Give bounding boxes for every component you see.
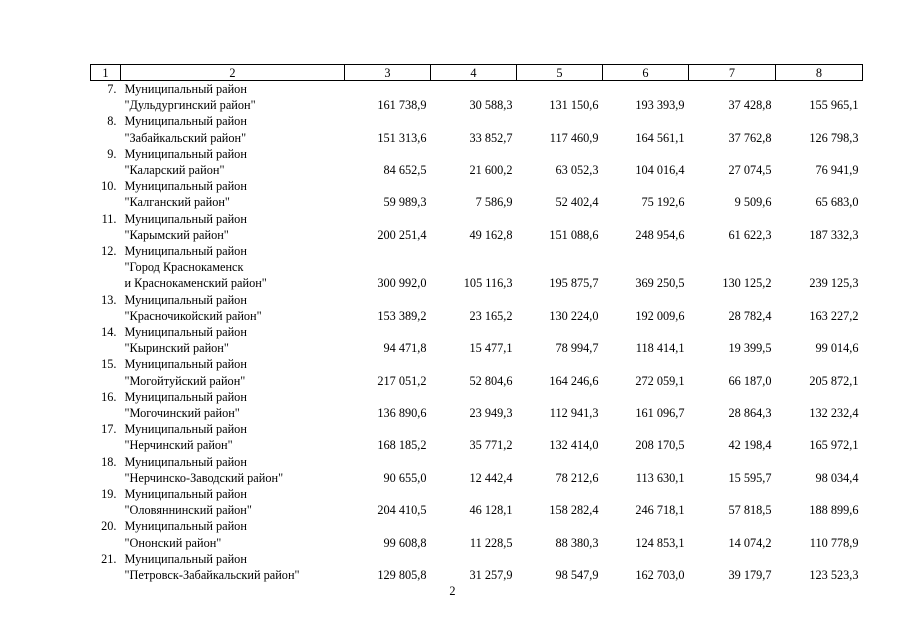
- value-cell-col5: [517, 518, 603, 534]
- row-number: 14.: [101, 325, 117, 340]
- value-cell-col7: [689, 389, 776, 405]
- value-cell-col4: [431, 356, 517, 372]
- district-name-line: Муниципальный район: [124, 357, 247, 372]
- value-cell-col3: 99 608,8: [383, 535, 427, 550]
- value-cell-col7: 28 782,4: [728, 308, 772, 323]
- district-name-line: Муниципальный район: [124, 487, 247, 502]
- value-cell-col6: [603, 146, 689, 162]
- value-cell-col3: [345, 518, 431, 534]
- district-name-line: Муниципальный район: [124, 454, 247, 469]
- value-cell-col5: 117 460,9: [549, 130, 599, 145]
- district-name-line: "Могочинский район": [124, 406, 240, 421]
- value-cell-col4: 52 804,6: [469, 373, 513, 388]
- value-cell-col4: 31 257,9: [469, 568, 513, 583]
- district-name-line: Муниципальный район: [124, 389, 247, 404]
- page-number: 2: [449, 584, 456, 598]
- value-cell-col4: [431, 211, 517, 227]
- table-row: [91, 535, 863, 551]
- district-name-line: Муниципальный район: [124, 325, 247, 340]
- value-cell-col8: 132 232,4: [809, 406, 859, 421]
- district-name-line: "Дульдургинский район": [124, 98, 256, 113]
- table-row: [91, 162, 863, 178]
- value-cell-col7: [689, 518, 776, 534]
- row-number: 9.: [107, 146, 117, 161]
- header-cell-8: 8: [776, 65, 863, 81]
- value-cell-col7: 15 595,7: [728, 470, 772, 485]
- value-cell-col3: [345, 211, 431, 227]
- budget-table: [90, 64, 863, 583]
- value-cell-col7: [689, 324, 776, 340]
- value-cell-col5: 164 246,6: [549, 373, 599, 388]
- district-name-line: "Нерчинско-Заводский район": [124, 470, 284, 485]
- value-cell-col6: [603, 259, 689, 275]
- value-cell-col3: 84 652,5: [383, 163, 427, 178]
- value-cell-col4: 21 600,2: [469, 163, 513, 178]
- value-cell-col4: 30 588,3: [469, 98, 513, 113]
- value-cell-col5: 112 941,3: [549, 406, 599, 421]
- value-cell-col4: 35 771,2: [469, 438, 513, 453]
- value-cell-col5: [517, 146, 603, 162]
- district-name-line: Муниципальный район: [124, 179, 247, 194]
- table-row: [91, 405, 863, 421]
- value-cell-col6: 124 853,1: [635, 535, 685, 550]
- value-cell-col6: [603, 389, 689, 405]
- value-cell-col5: [517, 454, 603, 470]
- table-row: [91, 567, 863, 583]
- value-cell-col3: [345, 421, 431, 437]
- value-cell-col6: [603, 178, 689, 194]
- value-cell-col3: [345, 146, 431, 162]
- value-cell-col6: 118 414,1: [635, 341, 685, 356]
- header-cell-3: 3: [345, 65, 431, 81]
- value-cell-col8: [776, 324, 863, 340]
- value-cell-col3: 168 185,2: [377, 438, 427, 453]
- value-cell-col5: 151 088,6: [549, 227, 599, 242]
- value-cell-col5: [517, 211, 603, 227]
- table-row: [91, 113, 863, 129]
- value-cell-col7: [689, 259, 776, 275]
- value-cell-col4: 49 162,8: [469, 227, 513, 242]
- row-number: 21.: [101, 551, 117, 566]
- value-cell-col3: [345, 243, 431, 259]
- row-number: 8.: [107, 114, 117, 129]
- value-cell-col6: 162 703,0: [635, 568, 685, 583]
- value-cell-col5: [517, 421, 603, 437]
- table-row: [91, 275, 863, 291]
- table-row: [91, 308, 863, 324]
- value-cell-col7: 130 125,2: [722, 276, 772, 291]
- value-cell-col5: [517, 113, 603, 129]
- value-cell-col6: [603, 421, 689, 437]
- value-cell-col8: 65 683,0: [815, 195, 859, 210]
- district-name-line: "Ононский район": [124, 535, 222, 550]
- value-cell-col7: [689, 243, 776, 259]
- value-cell-col5: 131 150,6: [549, 98, 599, 113]
- value-cell-col8: [776, 243, 863, 259]
- header-row: [91, 65, 863, 81]
- value-cell-col6: 192 009,6: [635, 308, 685, 323]
- value-cell-col4: [431, 389, 517, 405]
- value-cell-col4: 105 116,3: [463, 276, 513, 291]
- table-row: [91, 324, 863, 340]
- value-cell-col4: [431, 259, 517, 275]
- value-cell-col4: 23 949,3: [469, 406, 513, 421]
- value-cell-col8: 239 125,3: [809, 276, 859, 291]
- table-row: [91, 486, 863, 502]
- value-cell-col6: 104 016,4: [635, 163, 685, 178]
- value-cell-col5: [517, 324, 603, 340]
- value-cell-col5: 132 414,0: [549, 438, 599, 453]
- value-cell-col4: [431, 146, 517, 162]
- value-cell-col8: 188 899,6: [809, 503, 859, 518]
- table-row: [91, 146, 863, 162]
- value-cell-col7: 9 509,6: [734, 195, 772, 210]
- table-row: [91, 194, 863, 210]
- table-row: [91, 454, 863, 470]
- value-cell-col6: [603, 551, 689, 567]
- value-cell-col7: 19 399,5: [728, 341, 772, 356]
- value-cell-col7: 57 818,5: [728, 503, 772, 518]
- district-name-line: Муниципальный район: [124, 146, 247, 161]
- value-cell-col8: 187 332,3: [809, 227, 859, 242]
- value-cell-col8: [776, 454, 863, 470]
- value-cell-col6: 193 393,9: [635, 98, 685, 113]
- value-cell-col4: [431, 421, 517, 437]
- table-header: [91, 65, 863, 81]
- row-number: 18.: [101, 454, 117, 469]
- district-name-line: "Карымский район": [124, 227, 229, 242]
- value-cell-col8: 155 965,1: [809, 98, 859, 113]
- district-name-line: "Кыринский район": [124, 341, 229, 356]
- value-cell-col7: [689, 356, 776, 372]
- value-cell-col4: [431, 324, 517, 340]
- table-row: [91, 97, 863, 113]
- value-cell-col5: 63 052,3: [555, 163, 599, 178]
- value-cell-col6: [603, 81, 689, 98]
- value-cell-col3: 153 389,2: [377, 308, 427, 323]
- district-name-line: Муниципальный район: [124, 292, 247, 307]
- value-cell-col5: [517, 81, 603, 98]
- table-row: [91, 437, 863, 453]
- header-cell-2: 2: [121, 65, 345, 81]
- value-cell-col4: 23 165,2: [469, 308, 513, 323]
- district-name-line: Муниципальный район: [124, 422, 247, 437]
- value-cell-col3: 200 251,4: [377, 227, 427, 242]
- value-cell-col8: [776, 356, 863, 372]
- district-name-line: "Нерчинский район": [124, 438, 233, 453]
- value-cell-col8: [776, 113, 863, 129]
- header-cell-4: 4: [431, 65, 517, 81]
- table-row: [91, 292, 863, 308]
- value-cell-col3: [345, 454, 431, 470]
- value-cell-col5: [517, 292, 603, 308]
- table-row: [91, 389, 863, 405]
- value-cell-col3: [345, 81, 431, 98]
- value-cell-col5: 158 282,4: [549, 503, 599, 518]
- value-cell-col7: [689, 292, 776, 308]
- row-number: 13.: [101, 292, 117, 307]
- value-cell-col6: 272 059,1: [635, 373, 685, 388]
- value-cell-col6: [603, 518, 689, 534]
- value-cell-col4: [431, 292, 517, 308]
- value-cell-col7: [689, 421, 776, 437]
- table-row: [91, 373, 863, 389]
- value-cell-col7: [689, 551, 776, 567]
- table-body: [91, 81, 863, 584]
- value-cell-col7: 28 864,3: [728, 406, 772, 421]
- value-cell-col8: 126 798,3: [809, 130, 859, 145]
- value-cell-col3: 151 313,6: [377, 130, 427, 145]
- district-name-line: Муниципальный район: [124, 211, 247, 226]
- table-row: [91, 421, 863, 437]
- value-cell-col6: [603, 243, 689, 259]
- district-name-line: Муниципальный район: [124, 82, 247, 96]
- value-cell-col3: 94 471,8: [383, 341, 427, 356]
- district-name-line: "Забайкальский район": [124, 130, 247, 145]
- value-cell-col6: [603, 324, 689, 340]
- value-cell-col3: [345, 324, 431, 340]
- value-cell-col4: [431, 81, 517, 98]
- value-cell-col8: 205 872,1: [809, 373, 859, 388]
- row-number: 17.: [101, 422, 117, 437]
- header-cell-1: 1: [91, 65, 121, 81]
- value-cell-col6: 369 250,5: [635, 276, 685, 291]
- value-cell-col5: 78 212,6: [555, 470, 599, 485]
- value-cell-col3: [345, 389, 431, 405]
- value-cell-col7: 66 187,0: [728, 373, 772, 388]
- value-cell-col7: [689, 146, 776, 162]
- value-cell-col8: [776, 259, 863, 275]
- table-row: [91, 259, 863, 275]
- table-row: [91, 356, 863, 372]
- value-cell-col6: [603, 292, 689, 308]
- value-cell-col3: [345, 259, 431, 275]
- value-cell-col8: [776, 211, 863, 227]
- value-cell-col6: [603, 454, 689, 470]
- value-cell-col7: [689, 486, 776, 502]
- value-cell-col8: [776, 486, 863, 502]
- row-number: 20.: [101, 519, 117, 534]
- value-cell-col5: 78 994,7: [555, 341, 599, 356]
- value-cell-col3: 300 992,0: [377, 276, 427, 291]
- value-cell-col8: [776, 389, 863, 405]
- value-cell-col4: [431, 486, 517, 502]
- value-cell-col4: 15 477,1: [469, 341, 513, 356]
- district-name-line: Муниципальный район: [124, 519, 247, 534]
- district-name-line: "Каларский район": [124, 163, 225, 178]
- value-cell-col3: 90 655,0: [383, 470, 427, 485]
- value-cell-col3: [345, 113, 431, 129]
- district-name-line: Муниципальный район: [124, 244, 247, 259]
- value-cell-col6: 75 192,6: [641, 195, 685, 210]
- value-cell-col7: 27 074,5: [728, 163, 772, 178]
- value-cell-col5: [517, 486, 603, 502]
- row-number: 7.: [107, 82, 117, 96]
- value-cell-col4: [431, 113, 517, 129]
- value-cell-col5: 195 875,7: [549, 276, 599, 291]
- value-cell-col6: [603, 486, 689, 502]
- table-row: [91, 211, 863, 227]
- table-row: [91, 243, 863, 259]
- value-cell-col7: 37 428,8: [728, 98, 772, 113]
- district-name-line: "Могойтуйский район": [124, 373, 246, 388]
- header-cell-5: 5: [517, 65, 603, 81]
- value-cell-col8: 110 778,9: [809, 535, 859, 550]
- value-cell-col4: 33 852,7: [469, 130, 513, 145]
- row-number: 12.: [101, 244, 117, 259]
- value-cell-col6: [603, 211, 689, 227]
- table-row: [91, 502, 863, 518]
- value-cell-col6: 248 954,6: [635, 227, 685, 242]
- value-cell-col3: 136 890,6: [377, 406, 427, 421]
- value-cell-col6: 164 561,1: [635, 130, 685, 145]
- value-cell-col8: [776, 178, 863, 194]
- value-cell-col4: 11 228,5: [469, 535, 513, 550]
- table-row: [91, 518, 863, 534]
- value-cell-col6: 113 630,1: [635, 470, 685, 485]
- value-cell-col3: 59 989,3: [383, 195, 427, 210]
- value-cell-col4: 12 442,4: [469, 470, 513, 485]
- value-cell-col8: [776, 551, 863, 567]
- value-cell-col4: [431, 454, 517, 470]
- value-cell-col8: [776, 292, 863, 308]
- value-cell-col6: [603, 113, 689, 129]
- value-cell-col7: [689, 454, 776, 470]
- table-row: [91, 178, 863, 194]
- value-cell-col7: [689, 113, 776, 129]
- value-cell-col7: [689, 81, 776, 98]
- value-cell-col5: [517, 551, 603, 567]
- value-cell-col4: [431, 551, 517, 567]
- district-name-line: и Краснокаменский район": [124, 276, 267, 291]
- district-name-line: "Петровск-Забайкальский район": [124, 568, 300, 583]
- value-cell-col8: [776, 518, 863, 534]
- value-cell-col5: [517, 356, 603, 372]
- value-cell-col7: 42 198,4: [728, 438, 772, 453]
- value-cell-col8: 123 523,3: [809, 568, 859, 583]
- value-cell-col8: 98 034,4: [815, 470, 859, 485]
- row-number: 10.: [101, 179, 117, 194]
- value-cell-col8: 76 941,9: [815, 163, 859, 178]
- district-name-line: "Город Краснокаменск: [124, 260, 244, 275]
- row-number: 11.: [101, 211, 117, 226]
- header-cell-6: 6: [603, 65, 689, 81]
- value-cell-col8: 163 227,2: [809, 308, 859, 323]
- value-cell-col6: 208 170,5: [635, 438, 685, 453]
- value-cell-col5: 88 380,3: [555, 535, 599, 550]
- district-name-line: Муниципальный район: [124, 551, 247, 566]
- value-cell-col3: [345, 551, 431, 567]
- value-cell-col3: [345, 292, 431, 308]
- value-cell-col3: 161 738,9: [377, 98, 427, 113]
- value-cell-col8: [776, 146, 863, 162]
- value-cell-col6: [603, 356, 689, 372]
- value-cell-col5: [517, 389, 603, 405]
- value-cell-col7: 61 622,3: [728, 227, 772, 242]
- row-number: 16.: [101, 389, 117, 404]
- value-cell-col4: 46 128,1: [469, 503, 513, 518]
- value-cell-col5: [517, 178, 603, 194]
- table-row: [91, 227, 863, 243]
- district-name-line: "Красночикойский район": [124, 308, 262, 323]
- table-row: [91, 470, 863, 486]
- value-cell-col3: 204 410,5: [377, 503, 427, 518]
- table-row: [91, 340, 863, 356]
- value-cell-col5: [517, 259, 603, 275]
- value-cell-col4: [431, 178, 517, 194]
- value-cell-col3: 217 051,2: [377, 373, 427, 388]
- value-cell-col5: 52 402,4: [555, 195, 599, 210]
- value-cell-col7: 14 074,2: [728, 535, 772, 550]
- value-cell-col5: 130 224,0: [549, 308, 599, 323]
- value-cell-col3: [345, 486, 431, 502]
- value-cell-col7: [689, 178, 776, 194]
- table-row: [91, 130, 863, 146]
- table-row: [91, 81, 863, 98]
- value-cell-col8: 99 014,6: [815, 341, 859, 356]
- district-name-line: Муниципальный район: [124, 114, 247, 129]
- value-cell-col7: 39 179,7: [728, 568, 772, 583]
- value-cell-col8: [776, 81, 863, 98]
- header-cell-7: 7: [689, 65, 776, 81]
- row-number: 19.: [101, 487, 117, 502]
- value-cell-col6: 161 096,7: [635, 406, 685, 421]
- value-cell-col7: 37 762,8: [728, 130, 772, 145]
- table-row: [91, 551, 863, 567]
- value-cell-col6: 246 718,1: [635, 503, 685, 518]
- value-cell-col4: [431, 518, 517, 534]
- value-cell-col8: 165 972,1: [809, 438, 859, 453]
- value-cell-col8: [776, 421, 863, 437]
- district-name-line: "Оловяннинский район": [124, 503, 252, 518]
- value-cell-col4: [431, 243, 517, 259]
- value-cell-col3: [345, 178, 431, 194]
- value-cell-col4: 7 586,9: [475, 195, 513, 210]
- value-cell-col5: [517, 243, 603, 259]
- value-cell-col3: 129 805,8: [377, 568, 427, 583]
- value-cell-col3: [345, 356, 431, 372]
- row-number: 15.: [101, 357, 117, 372]
- district-name-line: "Калганский район": [124, 195, 230, 210]
- value-cell-col5: 98 547,9: [555, 568, 599, 583]
- value-cell-col7: [689, 211, 776, 227]
